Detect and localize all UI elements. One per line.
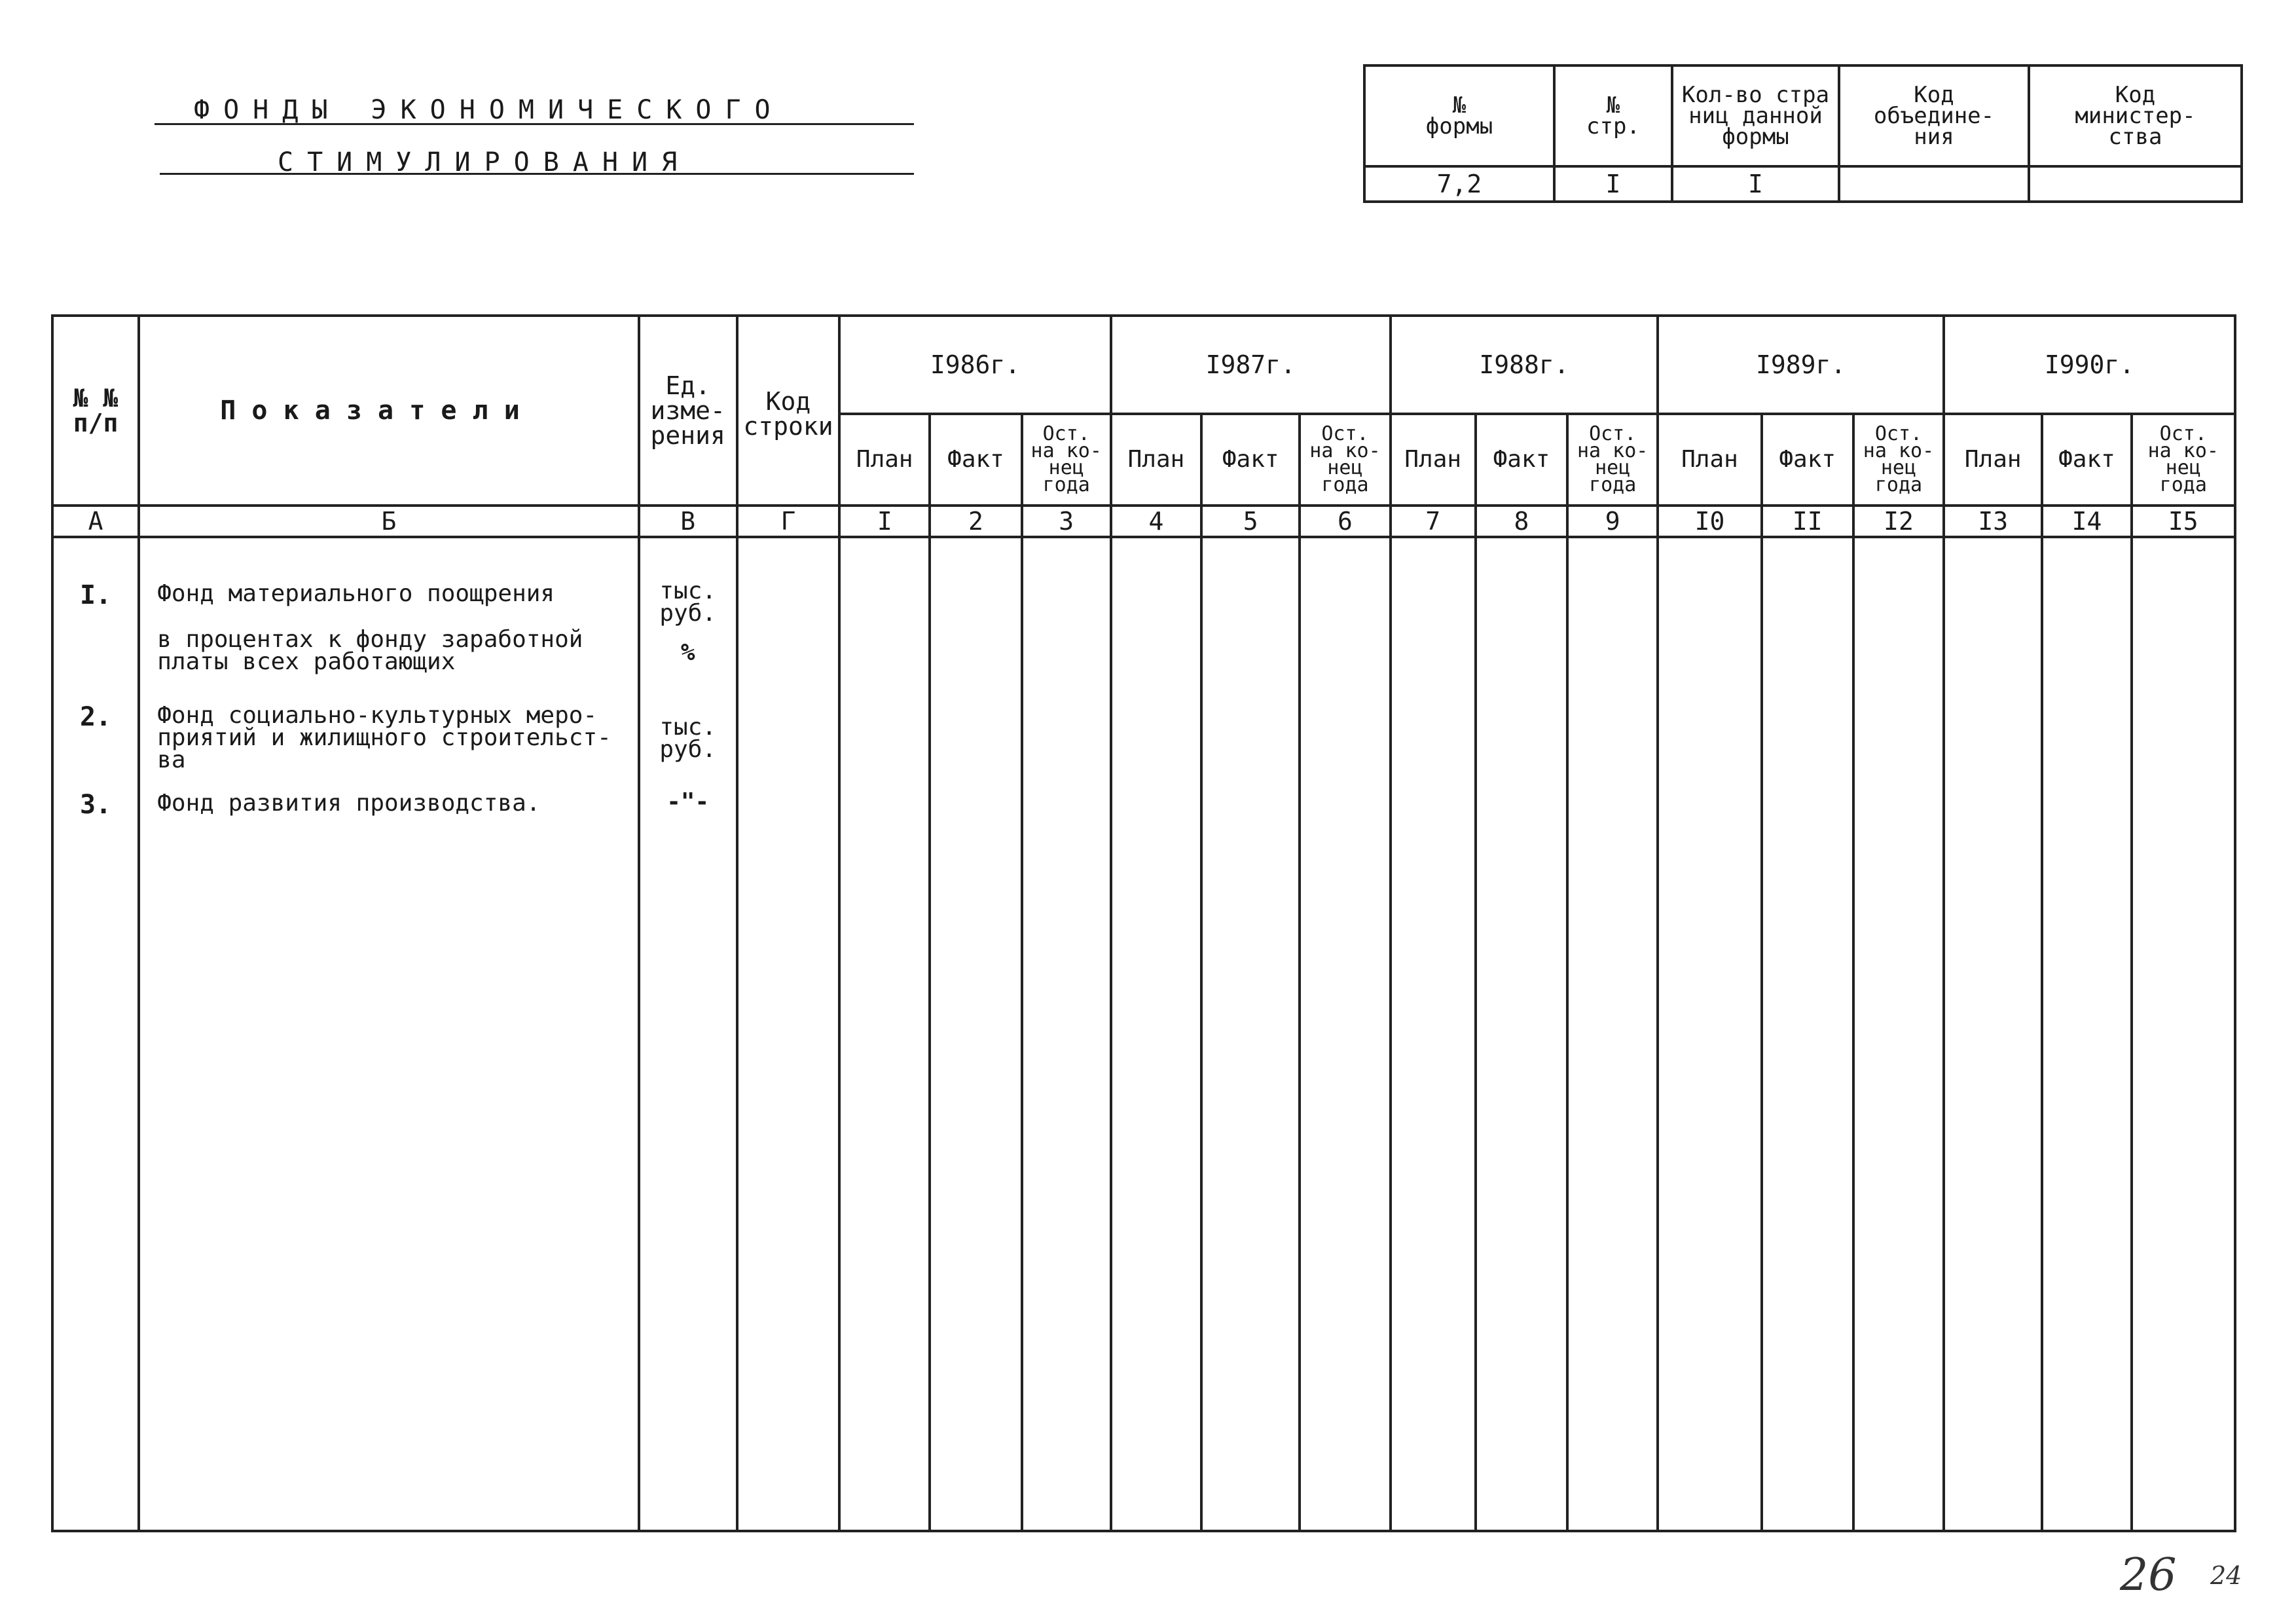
year-end-balance-header: Ост. на ко- нец года	[1022, 414, 1111, 506]
year-header-1986: I986г.	[839, 316, 1111, 414]
line-code-cell	[737, 537, 839, 1531]
fact-cell-1990	[2042, 537, 2131, 1531]
handwritten-page-number: 26	[2120, 1549, 2177, 1601]
fact-cell-1988	[1476, 537, 1567, 1531]
line-code-header: Код строки	[737, 316, 839, 506]
indicator-percent-of-wage-fund: в процентах к фонду заработной платы всех работающих	[157, 626, 583, 675]
ministry-code-value	[2029, 166, 2242, 202]
fact-cell-1987	[1201, 537, 1300, 1531]
plan-cell-1989	[1658, 537, 1761, 1531]
unit-column	[639, 537, 737, 1531]
unit-value: тыс. руб.	[659, 578, 717, 627]
association-code-header: Код объедине- ния	[1839, 65, 2029, 166]
column-index: I4	[2042, 506, 2131, 537]
row-number-column	[52, 537, 139, 1531]
plan-cell-1987	[1111, 537, 1201, 1531]
row-number: I.	[80, 580, 112, 610]
year-end-balance-header: Ост. на ко- нец года	[1300, 414, 1390, 506]
fact-header: Факт	[2042, 414, 2131, 506]
balance-cell-1986	[1022, 537, 1111, 1531]
year-header-1987: I987г.	[1111, 316, 1391, 414]
year-end-balance-header: Ост. на ко- нец года	[1853, 414, 1944, 506]
column-index: I5	[2132, 506, 2235, 537]
column-index: I0	[1658, 506, 1761, 537]
document-title-line-2: СТИМУЛИРОВАНИЯ	[278, 147, 691, 177]
column-index: 6	[1300, 506, 1390, 537]
plan-cell-1990	[1944, 537, 2042, 1531]
indicator-social-cultural-fund: Фонд социально-культурных меро- приятий и жилищного строительст- ва	[157, 702, 611, 773]
unit-value: %	[680, 639, 695, 666]
year-header-1989: I989г.	[1658, 316, 1944, 414]
fact-cell-1986	[930, 537, 1021, 1531]
column-index: А	[52, 506, 139, 537]
unit-header: Ед. изме- рения	[639, 316, 737, 506]
column-index: I3	[1944, 506, 2042, 537]
column-index: 8	[1476, 506, 1567, 537]
small-page-number: 24	[2210, 1561, 2242, 1590]
plan-header: План	[1944, 414, 2042, 506]
fact-header: Факт	[930, 414, 1021, 506]
column-index-row	[52, 506, 2235, 537]
column-index: 3	[1022, 506, 1111, 537]
balance-cell-1987	[1300, 537, 1390, 1531]
fact-header: Факт	[1476, 414, 1567, 506]
plan-header: План	[1658, 414, 1761, 506]
page-count-value: I	[1672, 166, 1839, 202]
unit-value: -"-	[666, 788, 710, 815]
year-end-balance-header: Ост. на ко- нец года	[2132, 414, 2235, 506]
title-underline-1	[155, 123, 914, 125]
form-identification-table	[1363, 64, 2243, 203]
page-number-header: № стр.	[1554, 65, 1672, 166]
column-index: Г	[737, 506, 839, 537]
balance-cell-1990	[2132, 537, 2235, 1531]
fact-header: Факт	[1762, 414, 1853, 506]
column-index: 7	[1391, 506, 1476, 537]
incentive-funds-table	[51, 314, 2236, 1532]
document-title-line-1: ФОНДЫ ЭКОНОМИЧЕСКОГО	[194, 95, 784, 125]
unit-value: тыс. руб.	[659, 714, 717, 763]
balance-cell-1989	[1853, 537, 1944, 1531]
row-number-header: № № п/п	[52, 316, 139, 506]
row-number: 3.	[80, 790, 112, 820]
plan-header: План	[839, 414, 930, 506]
column-index: 2	[930, 506, 1021, 537]
indicator-material-incentive-fund: Фонд материального поощрения	[157, 580, 555, 607]
row-number: 2.	[80, 702, 112, 732]
plan-header: План	[1111, 414, 1201, 506]
column-index: I	[839, 506, 930, 537]
association-code-value	[1839, 166, 2029, 202]
page-number-value: I	[1554, 166, 1672, 202]
year-end-balance-header: Ост. на ко- нец года	[1567, 414, 1658, 506]
column-index: 5	[1201, 506, 1300, 537]
table-body-row	[52, 537, 2235, 1531]
column-index: II	[1762, 506, 1853, 537]
indicator-production-development-fund: Фонд развития производства.	[157, 790, 541, 817]
plan-cell-1988	[1391, 537, 1476, 1531]
column-index: I2	[1853, 506, 1944, 537]
form-number-header: № формы	[1364, 65, 1554, 166]
column-index: 4	[1111, 506, 1201, 537]
plan-cell-1986	[839, 537, 930, 1531]
ministry-code-header: Код министер- ства	[2029, 65, 2242, 166]
year-header-1988: I988г.	[1391, 316, 1658, 414]
column-index: Б	[139, 506, 638, 537]
fact-cell-1989	[1762, 537, 1853, 1531]
column-index: В	[639, 506, 737, 537]
indicators-column	[139, 537, 638, 1531]
column-index: 9	[1567, 506, 1658, 537]
page-count-header: Кол-во стра ниц данной формы	[1672, 65, 1839, 166]
plan-header: План	[1391, 414, 1476, 506]
title-underline-2	[160, 173, 914, 175]
year-header-1990: I990г.	[1944, 316, 2235, 414]
indicators-header: П о к а з а т е л и	[139, 316, 638, 506]
fact-header: Факт	[1201, 414, 1300, 506]
form-number-value: 7,2	[1364, 166, 1554, 202]
balance-cell-1988	[1567, 537, 1658, 1531]
